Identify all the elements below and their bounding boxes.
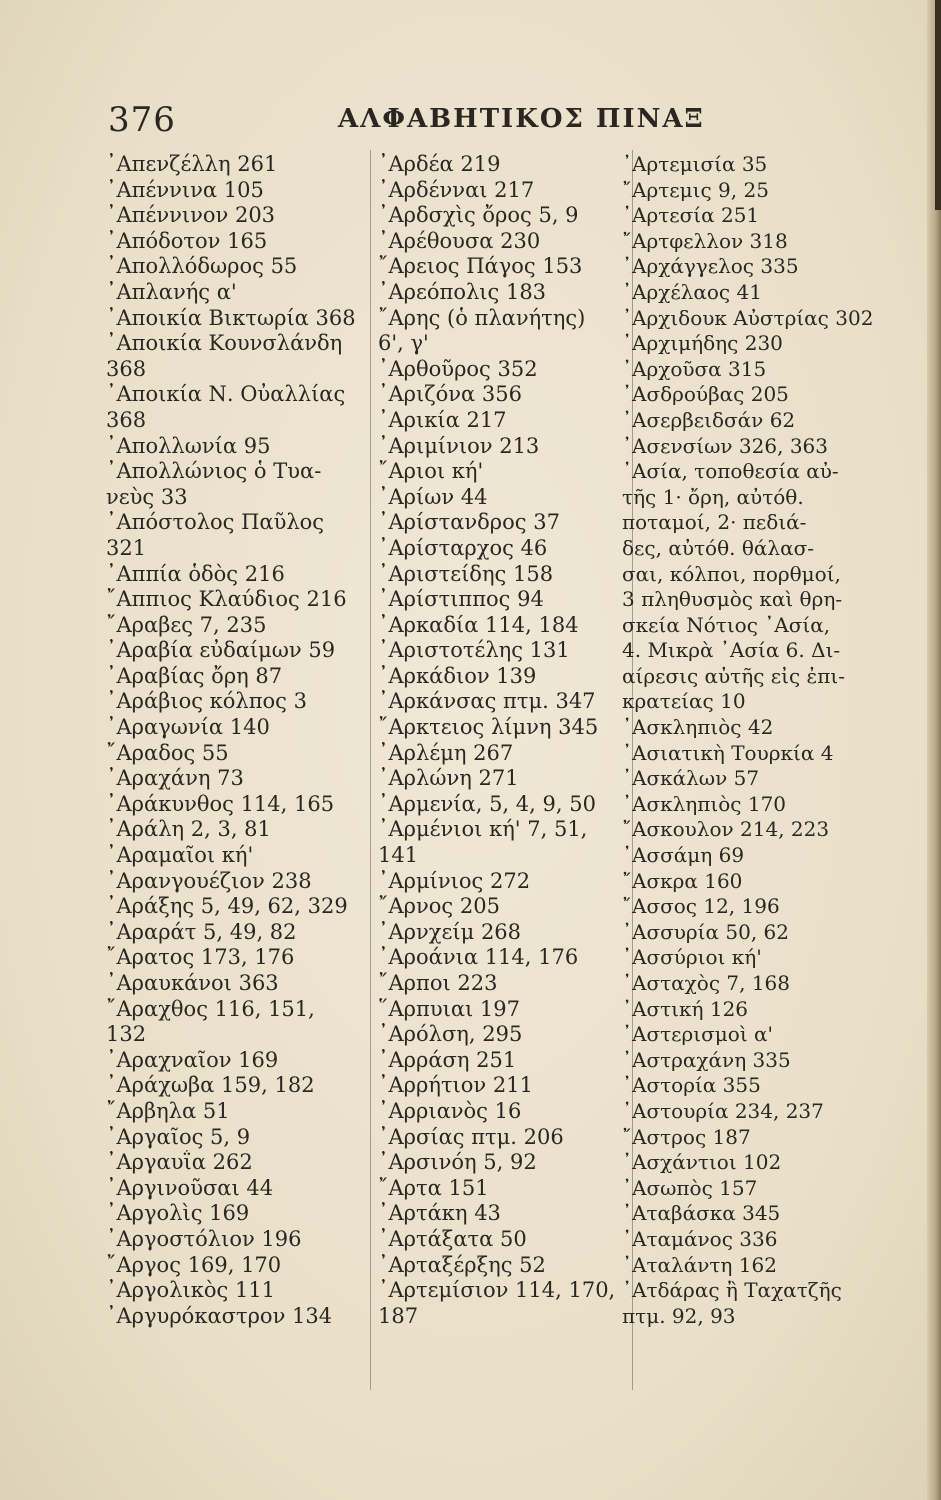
index-entry: τῆς 1· ὄρη, αὐτόθ.	[622, 484, 804, 509]
index-entry: ᾿Αριστείδης 158	[378, 561, 554, 586]
index-entry: ᾿Αριμίνιον 213	[378, 433, 540, 458]
index-entry: ᾿Ασωπὸς 157	[622, 1175, 758, 1200]
index-entry: ᾿Αστερισμοὶ α'	[622, 1022, 774, 1047]
index-entry: ᾿Αρίων 44	[378, 484, 488, 509]
index-entry: ᾿Αργινοῦσαι 44	[106, 1175, 274, 1200]
index-entry: ῎Αραχθος 116, 151,	[106, 996, 315, 1021]
index-entry: ᾿Αρτεμίσιον 114, 170,	[378, 1278, 616, 1303]
index-entry: ᾿Αρταξέρξης 52	[378, 1252, 546, 1277]
index-entry: ᾿Αργυρόκαστρον 134	[106, 1303, 333, 1328]
index-entry: ᾿Ασκληπιὸς 170	[622, 791, 787, 816]
index-entry: 141	[378, 843, 419, 868]
index-entry: ᾿Απέννινα 105	[106, 177, 264, 202]
index-entry: ᾿Αρδέα 219	[378, 152, 501, 176]
index-entry: ᾿Αρχοῦσα 315	[622, 356, 767, 381]
index-entry: ᾿Αράβιος κόλπος 3	[106, 689, 307, 714]
index-entry: ᾿Αρίστανδρος 37	[378, 510, 560, 535]
index-entry: ᾿Αρχέλαος 41	[622, 279, 762, 304]
index-entry: ᾿Αραράτ 5, 49, 82	[106, 919, 297, 944]
index-entry: ᾿Αράλη 2, 3, 81	[106, 817, 271, 842]
index-entry: ᾿Αράχωβα 159, 182	[106, 1073, 315, 1098]
index-column-1	[106, 152, 368, 1329]
index-entry: κρατείας 10	[622, 689, 746, 714]
index-entry: ᾿Ασιατικὴ Τουρκία 4	[622, 740, 834, 765]
index-entry: ῎Αστρος 187	[622, 1124, 751, 1149]
index-entry: ᾿Απλανής α'	[106, 279, 237, 304]
index-entry: ᾿Ασενσίων 326, 363	[622, 433, 828, 458]
index-entry: ῎Ασκρα 160	[622, 868, 743, 893]
index-entry: ᾿Αρνχείμ 268	[378, 919, 522, 944]
index-entry: 6', γ'	[378, 331, 429, 356]
index-entry: σκεία Νότιος ᾿Ασία,	[622, 612, 831, 637]
index-entry: ῎Αρκτειος λίμνη 345	[378, 715, 599, 740]
index-entry: ᾿Αργαυΐα 262	[106, 1150, 253, 1175]
index-entry: ᾿Αριστοτέλης 131	[378, 638, 570, 663]
index-entry: ῎Αρτεμις 9, 25	[622, 177, 769, 202]
index-entry: ᾿Αστουρία 234, 237	[622, 1098, 824, 1123]
index-entry: ῎Αρτφελλον 318	[622, 228, 788, 253]
index-entry: ᾿Αστραχάνη 335	[622, 1047, 791, 1072]
index-entry: 132	[106, 1022, 147, 1047]
index-entry: ᾿Απολλώνιος ὁ Τυα-	[106, 459, 322, 484]
index-entry: ῎Αρης (ὁ πλανήτης)	[378, 305, 586, 330]
index-entry: αίρεσις αὐτῆς εἰς ἐπι-	[622, 663, 846, 688]
index-entry: 368	[106, 407, 147, 432]
index-entry: ᾿Αποικία Ν. Οὐαλλίας	[106, 382, 346, 407]
index-entry: ῞Αρπυιαι 197	[378, 996, 520, 1021]
index-entry: ᾿Αρτεμισία 35	[622, 152, 768, 176]
index-entry: ᾿Αρκάνσας πτμ. 347	[378, 689, 596, 714]
index-entry: ᾿Αρμίνιος 272	[378, 868, 531, 893]
binding-shadow	[935, 0, 941, 210]
index-entry: ῎Αρνος 205	[378, 894, 500, 919]
index-entry: ᾿Αποικία Βικτωρία 368	[106, 305, 356, 330]
index-entry: ᾿Ασκληπιὸς 42	[622, 715, 774, 740]
index-entry: ᾿Αργοστόλιον 196	[106, 1226, 302, 1251]
index-entry: ᾿Απόστολος Παῦλος	[106, 510, 325, 535]
index-entry: ᾿Αππία ὁδὸς 216	[106, 561, 285, 586]
index-entry: ᾿Αρικία 217	[378, 407, 507, 432]
column-divider-1	[370, 150, 371, 1390]
index-entry: ᾿Αραγωνία 140	[106, 715, 270, 740]
index-entry: ᾿Αργαῖος 5, 9	[106, 1124, 251, 1149]
index-entry: 187	[378, 1303, 419, 1328]
index-entry: ᾿Αρτάξατα 50	[378, 1226, 527, 1251]
index-entry: ᾿Αρκαδία 114, 184	[378, 612, 579, 637]
index-entry: ποταμοί, 2· πεδιά-	[622, 510, 807, 535]
index-entry: νεὺς 33	[106, 484, 188, 509]
index-entry: σαι, κόλποι, πορθμοί,	[622, 561, 841, 586]
page-number: 376	[108, 100, 176, 140]
index-entry: πτμ. 92, 93	[622, 1303, 736, 1328]
index-entry: ᾿Αργολικὸς 111	[106, 1278, 276, 1303]
index-entry: ᾿Αρσινόη 5, 92	[378, 1150, 537, 1175]
index-entry: ῎Αππιος Κλαύδιος 216	[106, 587, 347, 612]
index-column-2	[378, 152, 630, 1329]
index-entry: ᾿Ασσάμη 69	[622, 843, 745, 868]
index-column-3	[622, 152, 912, 1329]
index-entry: ᾿Αρτάκη 43	[378, 1201, 501, 1226]
index-entry: ᾿Αρράση 251	[378, 1047, 517, 1072]
index-entry: ᾿Αρδένναι 217	[378, 177, 535, 202]
index-entry: 4. Μικρὰ ᾿Ασία 6. Δι-	[622, 638, 841, 663]
index-entry: ᾿Αταμάνος 336	[622, 1226, 778, 1251]
index-entry: ᾿Αρκάδιον 139	[378, 663, 537, 688]
index-entry: ᾿Αρμενία, 5, 4, 9, 50	[378, 791, 596, 816]
index-entry: ᾿Ασερβειδσάν 62	[622, 407, 796, 432]
index-entry: ᾿Αταλάντη 162	[622, 1252, 777, 1277]
page-header	[108, 100, 828, 144]
index-entry: ᾿Αροάνια 114, 176	[378, 945, 579, 970]
index-entry: ᾿Απολλωνία 95	[106, 433, 271, 458]
index-entry: ᾿Αρέθουσα 230	[378, 228, 541, 253]
page-spine-edge	[927, 0, 941, 1500]
index-entry: ᾿Απολλόδωρος 55	[106, 254, 298, 279]
index-entry: ῎Αρτα 151	[378, 1175, 489, 1200]
index-entry: ᾿Απενζέλλη 261	[106, 152, 278, 176]
index-entry: ᾿Αρτεσία 251	[622, 203, 760, 228]
index-entry: ᾿Αραχναῖον 169	[106, 1047, 279, 1072]
index-entry: 321	[106, 535, 147, 560]
index-entry: ῎Αραβες 7, 235	[106, 612, 267, 637]
index-entry: ᾿Αρλώνη 271	[378, 766, 519, 791]
index-entry: ᾿Αρόλση, 295	[378, 1022, 523, 1047]
index-entry: ᾿Αραβίας ὄρη 87	[106, 663, 283, 688]
index-entry: ᾿Αραμαῖοι κή'	[106, 843, 254, 868]
index-entry: ᾿Αρχάγγελος 335	[622, 254, 799, 279]
index-entry: ᾿Αρριανὸς 16	[378, 1098, 522, 1123]
index-entry: ᾿Αρεόπολις 183	[378, 279, 547, 304]
index-entry: ῎Αρατος 173, 176	[106, 945, 295, 970]
index-entry: ᾿Αράξης 5, 49, 62, 329	[106, 894, 348, 919]
index-entry: ᾿Αρδσχὶς ὄρος 5, 9	[378, 203, 579, 228]
index-entry: ῎Αρποι 223	[378, 971, 498, 995]
index-entry: ᾿Ατδάρας ἢ Ταχατζῆς	[622, 1278, 842, 1303]
index-entry: ᾿Αστική 126	[622, 996, 749, 1021]
index-entry: ῎Αργος 169, 170	[106, 1252, 282, 1277]
index-entry: ᾿Αρχιδουκ Αὐστρίας 302	[622, 305, 874, 330]
index-entry: 3 πληθυσμὸς καὶ θρη-	[622, 587, 843, 612]
index-entry: ᾿Ασία, τοποθεσία αὐ-	[622, 459, 839, 484]
index-entry: ᾿Αστορία 355	[622, 1073, 761, 1098]
index-entry: ᾿Ασχάντιοι 102	[622, 1150, 782, 1175]
index-entry: ᾿Αταβάσκα 345	[622, 1201, 781, 1226]
index-entry: ῎Αρβηλα 51	[106, 1098, 230, 1123]
index-entry: ᾿Αράκυνθος 114, 165	[106, 791, 335, 816]
index-entry: ᾿Αραβία εὐδαίμων 59	[106, 638, 336, 663]
index-entry: ᾿Αραυκάνοι 363	[106, 971, 279, 995]
index-entry: ᾿Αρίσταρχος 46	[378, 535, 548, 560]
index-entry: ᾿Ασκάλων 57	[622, 766, 760, 791]
index-entry: ᾿Αποικία Κουνσλάνδη	[106, 331, 343, 356]
index-entry: ᾿Απόδοτον 165	[106, 228, 268, 253]
index-entry: 368	[106, 356, 147, 381]
index-entry: ᾿Ασδρούβας 205	[622, 382, 789, 407]
index-entry: ᾿Αρμένιοι κή' 7, 51,	[378, 817, 588, 842]
index-entry: ᾿Αραχάνη 73	[106, 766, 244, 791]
running-title: ΑΛΦΑΒΗΤΙΚΟΣ ΠΙΝΑΞ	[338, 104, 705, 134]
index-entry: ῎Ασσος 12, 196	[622, 894, 780, 919]
index-entry: ᾿Ασσυρία 50, 62	[622, 919, 789, 944]
index-entry: ᾿Αργολὶς 169	[106, 1201, 250, 1226]
index-entry: ᾿Αρρήτιον 211	[378, 1073, 533, 1098]
index-entry: ῎Αρειος Πάγος 153	[378, 254, 583, 279]
index-entry: ᾿Ασσύριοι κή'	[622, 945, 762, 970]
index-entry: ᾿Ασταχὸς 7, 168	[622, 971, 790, 995]
index-entry: ᾿Αρθοῦρος 352	[378, 356, 538, 381]
index-entry: ᾿Αρλέμη 267	[378, 740, 514, 765]
index-entry: ῎Αριοι κή'	[378, 459, 484, 484]
index-entry: ῎Ασκουλον 214, 223	[622, 817, 830, 842]
index-entry: δες, αὐτόθ. θάλασ-	[622, 535, 814, 560]
index-entry: ᾿Αρσίας πτμ. 206	[378, 1124, 564, 1149]
index-entry: ᾿Αρχιμήδης 230	[622, 331, 783, 356]
index-entry: ᾿Αριζόνα 356	[378, 382, 522, 407]
index-entry: ᾿Απέννινον 203	[106, 203, 276, 228]
index-entry: ᾿Αρίστιππος 94	[378, 587, 544, 612]
index-entry: ῎Αραδος 55	[106, 740, 229, 765]
index-entry: ᾿Αρανγουέζιον 238	[106, 868, 312, 893]
